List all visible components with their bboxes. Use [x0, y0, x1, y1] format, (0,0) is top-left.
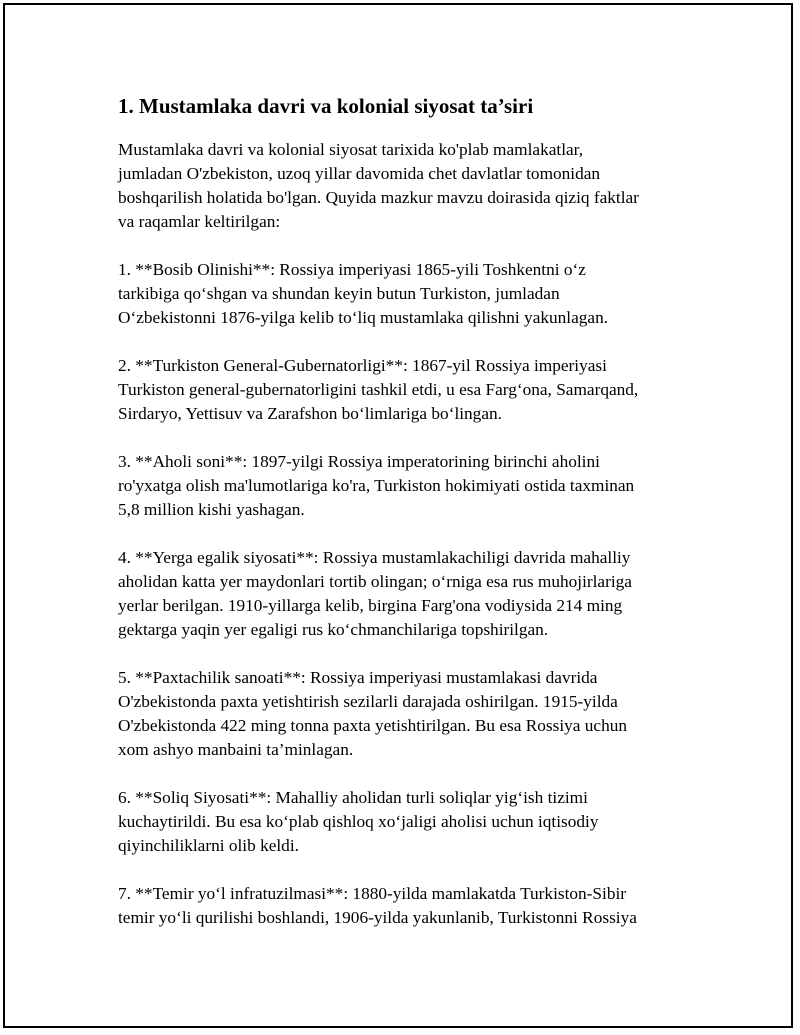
text-line: 7. **Temir yo‘l infratuzilmasi**: 1880-yilda mamlakatda Turkiston-Sibir: [118, 884, 627, 903]
text-line: tarkibiga qo‘shgan va shundan keyin butun Turkiston, jumladan: [118, 284, 560, 303]
list-item-soliq-siyosati: [118, 786, 678, 858]
section-heading: 1. Mustamlaka davri va kolonial siyosat ta’siri: [118, 94, 534, 118]
text-line: Mustamlaka davri va kolonial siyosat tarixida ko'plab mamlakatlar,: [118, 140, 584, 159]
text-line: qiyinchiliklarni olib keldi.: [118, 836, 299, 855]
text-line: O‘zbekistonni 1876-yilga kelib to‘liq mustamlaka qilishni yakunlagan.: [118, 308, 609, 327]
text-line: xom ashyo manbaini ta’minlagan.: [118, 740, 354, 759]
text-line: Turkiston general-gubernatorligini tashkil etdi, u esa Farg‘ona, Samarqand,: [118, 380, 639, 399]
document-body: [118, 92, 678, 930]
text-line: gektarga yaqin yer egaligi rus ko‘chmanchilariga topshirilgan.: [118, 620, 549, 639]
list-item-bosib-olinishi: [118, 258, 678, 330]
list-item-aholi-soni: [118, 450, 678, 522]
text-line: 5. **Paxtachilik sanoati**: Rossiya imperiyasi mustamlakasi davrida: [118, 668, 598, 687]
list-item-yerga-egalik: [118, 546, 678, 642]
text-line: yerlar berilgan. 1910-yillarga kelib, birgina Farg'ona vodiysida 214 ming: [118, 596, 623, 615]
list-item-temir-yol: [118, 882, 678, 930]
intro-paragraph: [118, 138, 678, 234]
text-line: jumladan O'zbekiston, uzoq yillar davomida chet davlatlar tomonidan: [118, 164, 601, 183]
text-line: ro'yxatga olish ma'lumotlariga ko'ra, Turkiston hokimiyati ostida taxminan: [118, 476, 635, 495]
text-line: 1. **Bosib Olinishi**: Rossiya imperiyasi 1865-yili Toshkentni o‘z: [118, 260, 586, 279]
text-line: 4. **Yerga egalik siyosati**: Rossiya mustamlakachiligi davrida mahalliy: [118, 548, 631, 567]
text-line: boshqarilish holatida bo'lgan. Quyida mazkur mavzu doirasida qiziq faktlar: [118, 188, 639, 207]
text-line: temir yo‘li qurilishi boshlandi, 1906-yilda yakunlanib, Turkistonni Rossiya: [118, 908, 637, 927]
list-item-paxtachilik: [118, 666, 678, 762]
text-line: 2. **Turkiston General-Gubernatorligi**: 1867-yil Rossiya imperiyasi: [118, 356, 607, 375]
text-line: va raqamlar keltirilgan:: [118, 212, 281, 231]
text-line: O'zbekistonda 422 ming tonna paxta yetishtirilgan. Bu esa Rossiya uchun: [118, 716, 627, 735]
text-line: O'zbekistonda paxta yetishtirish sezilarli darajada oshirilgan. 1915-yilda: [118, 692, 618, 711]
text-line: 3. **Aholi soni**: 1897-yilgi Rossiya imperatorining birinchi aholini: [118, 452, 600, 471]
list-item-general-gubernatorligi: [118, 354, 678, 426]
text-line: Sirdaryo, Yettisuv va Zarafshon bo‘limlariga bo‘lingan.: [118, 404, 502, 423]
text-line: 6. **Soliq Siyosati**: Mahalliy aholidan turli soliqlar yig‘ish tizimi: [118, 788, 588, 807]
text-line: 5,8 million kishi yashagan.: [118, 500, 305, 519]
text-line: kuchaytirildi. Bu esa ko‘plab qishloq xo‘jaligi aholisi uchun iqtisodiy: [118, 812, 599, 831]
text-line: aholidan katta yer maydonlari tortib olingan; o‘rniga esa rus muhojirlariga: [118, 572, 632, 591]
